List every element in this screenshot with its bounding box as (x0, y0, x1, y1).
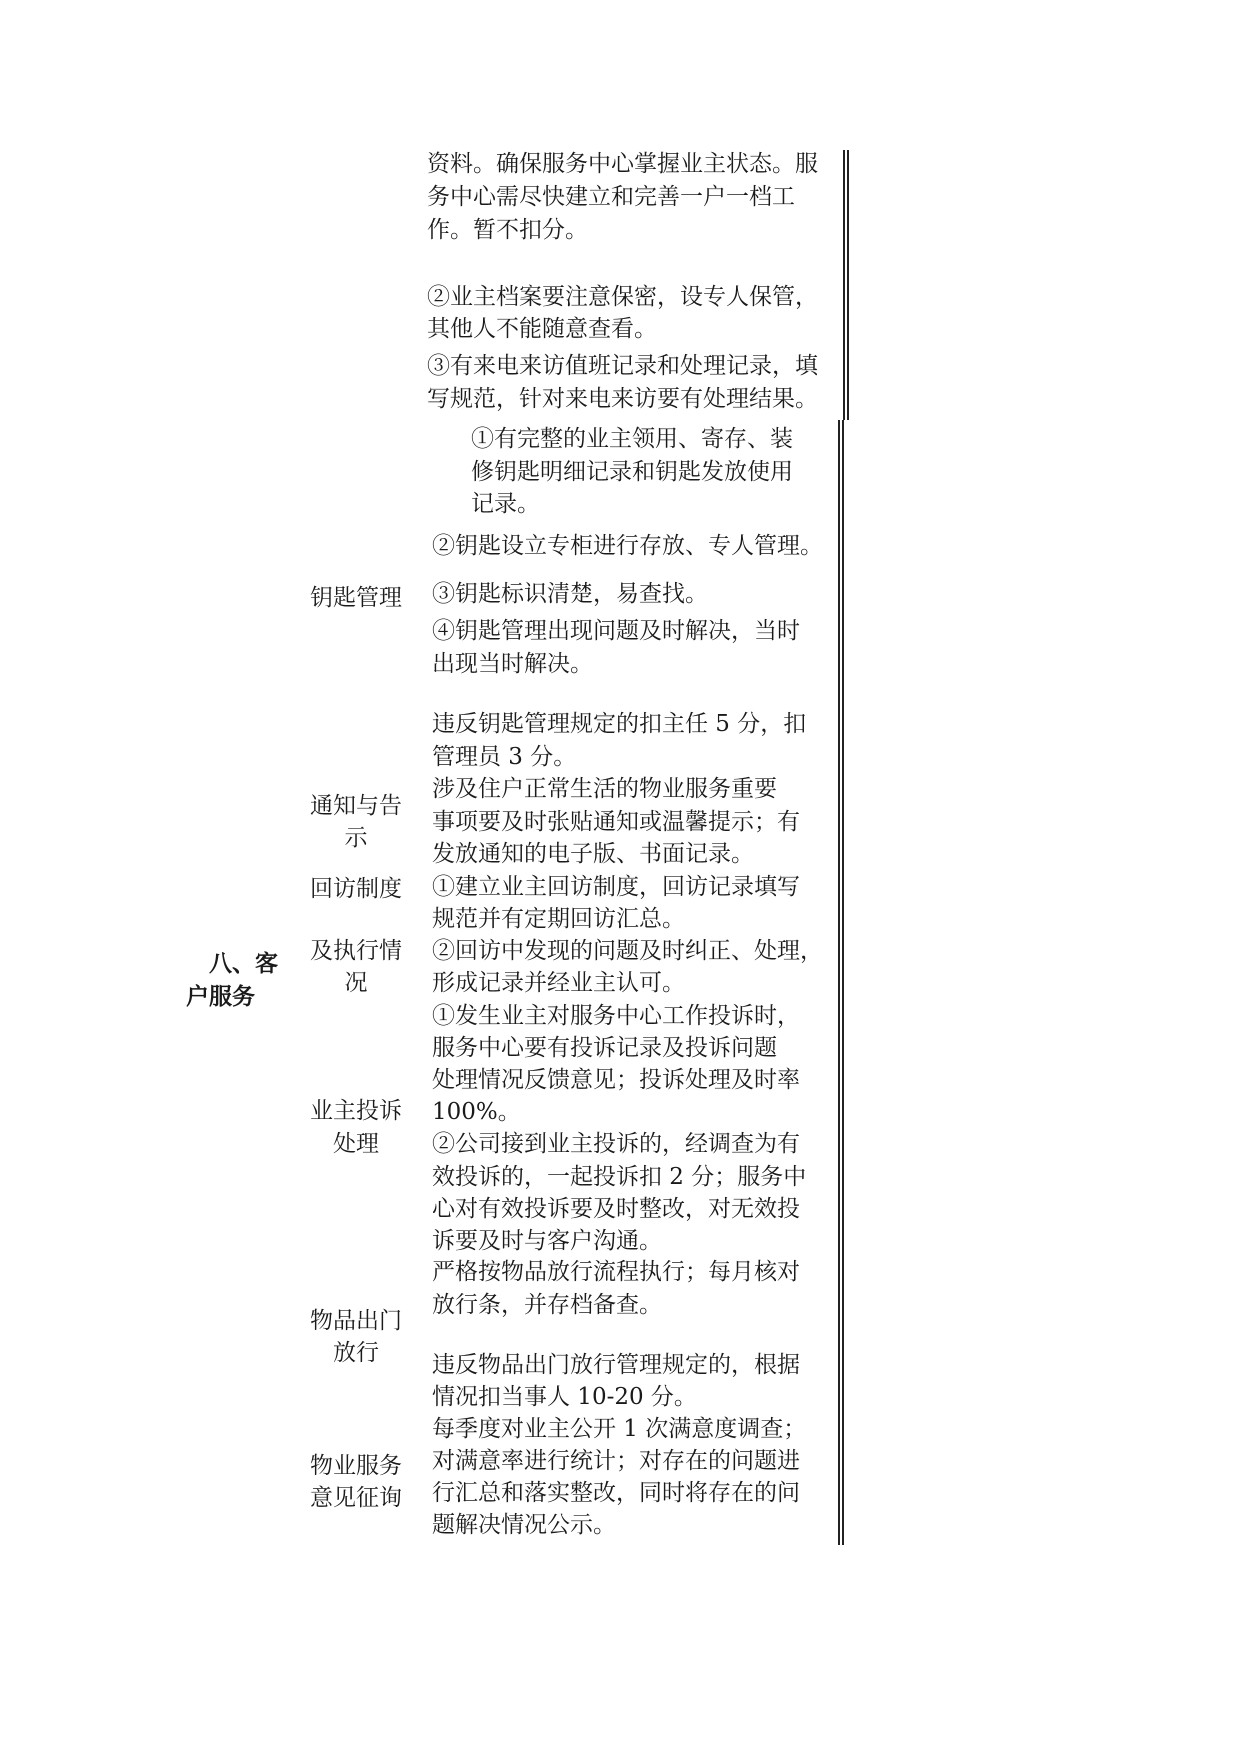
text-line: 事项要及时张贴通知或温馨提示；有 (432, 809, 800, 835)
text-line: 务中心需尽快建立和完善一户一档工 (427, 184, 795, 210)
category-notice: 通知与告 (310, 793, 402, 819)
text-line: 违反钥匙管理规定的扣主任 5 分，扣 (432, 711, 807, 737)
text-line: ②公司接到业主投诉的，经调查为有 (432, 1131, 800, 1157)
category-visit: 及执行情 (310, 938, 402, 964)
text-line: 对满意率进行统计；对存在的问题进 (432, 1448, 800, 1474)
table-border (842, 420, 844, 1545)
text-line: 题解决情况公示。 (432, 1512, 616, 1538)
text-line: ③钥匙标识清楚，易查找。 (432, 581, 708, 607)
table-border (843, 150, 845, 420)
text-line: 严格按物品放行流程执行；每月核对 (432, 1259, 800, 1285)
text-line: 记录。 (471, 491, 540, 517)
text-line: 出现当时解决。 (432, 651, 593, 677)
text-line: ①有完整的业主领用、寄存、装 (471, 426, 793, 452)
category-notice: 示 (344, 825, 368, 851)
text-line: 心对有效投诉要及时整改，对无效投 (432, 1196, 800, 1222)
text-line: 服务中心要有投诉记录及投诉问题 (432, 1035, 777, 1061)
text-line: 其他人不能随意查看。 (427, 316, 657, 342)
category-release: 物品出门 (310, 1308, 402, 1334)
category-key: 钥匙管理 (310, 585, 402, 611)
text-line: 写规范，针对来电来访要有处理结果。 (427, 386, 818, 412)
text-line: 修钥匙明细记录和钥匙发放使用 (471, 459, 793, 485)
text-line: 涉及住户正常生活的物业服务重要 (432, 776, 777, 802)
table-border (838, 420, 840, 1545)
category-complaint: 处理 (333, 1131, 379, 1157)
text-line: 违反物品出门放行管理规定的，根据 (432, 1352, 800, 1378)
section-title: 八、客 (209, 951, 278, 977)
text-line: 放行条，并存档备查。 (432, 1292, 662, 1318)
category-survey: 意见征询 (310, 1485, 402, 1511)
category-complaint: 业主投诉 (310, 1098, 402, 1124)
text-line: 形成记录并经业主认可。 (432, 970, 685, 996)
text-line: ②回访中发现的问题及时纠正、处理， (432, 938, 823, 964)
category-release: 放行 (333, 1340, 379, 1366)
text-line: ③有来电来访值班记录和处理记录，填 (427, 353, 818, 379)
section-title: 户服务 (186, 984, 255, 1010)
text-line: 资料。确保服务中心掌握业主状态。服 (427, 151, 818, 177)
category-visit: 况 (344, 970, 368, 996)
text-line: 效投诉的，一起投诉扣 2 分；服务中 (432, 1164, 807, 1190)
text-line: 管理员 3 分。 (432, 744, 577, 770)
category-visit: 回访制度 (310, 876, 402, 902)
text-line: ①建立业主回访制度，回访记录填写 (432, 874, 800, 900)
table-border (847, 150, 849, 420)
text-line: 每季度对业主公开 1 次满意度调查； (432, 1416, 807, 1442)
text-line: 规范并有定期回访汇总。 (432, 906, 685, 932)
text-line: ②钥匙设立专柜进行存放、专人管理。 (432, 533, 823, 559)
text-line: 处理情况反馈意见；投诉处理及时率 (432, 1067, 800, 1093)
text-line: 诉要及时与客户沟通。 (432, 1228, 662, 1254)
text-line: 情况扣当事人 10-20 分。 (432, 1384, 697, 1410)
text-line: 100%。 (432, 1099, 521, 1125)
text-line: ④钥匙管理出现问题及时解决，当时 (432, 618, 800, 644)
text-line: 发放通知的电子版、书面记录。 (432, 841, 754, 867)
category-survey: 物业服务 (310, 1453, 402, 1479)
text-line: 行汇总和落实整改，同时将存在的问 (432, 1480, 800, 1506)
text-line: ①发生业主对服务中心工作投诉时， (432, 1003, 800, 1029)
text-line: ②业主档案要注意保密，设专人保管， (427, 284, 818, 310)
text-line: 作。暂不扣分。 (427, 217, 588, 243)
